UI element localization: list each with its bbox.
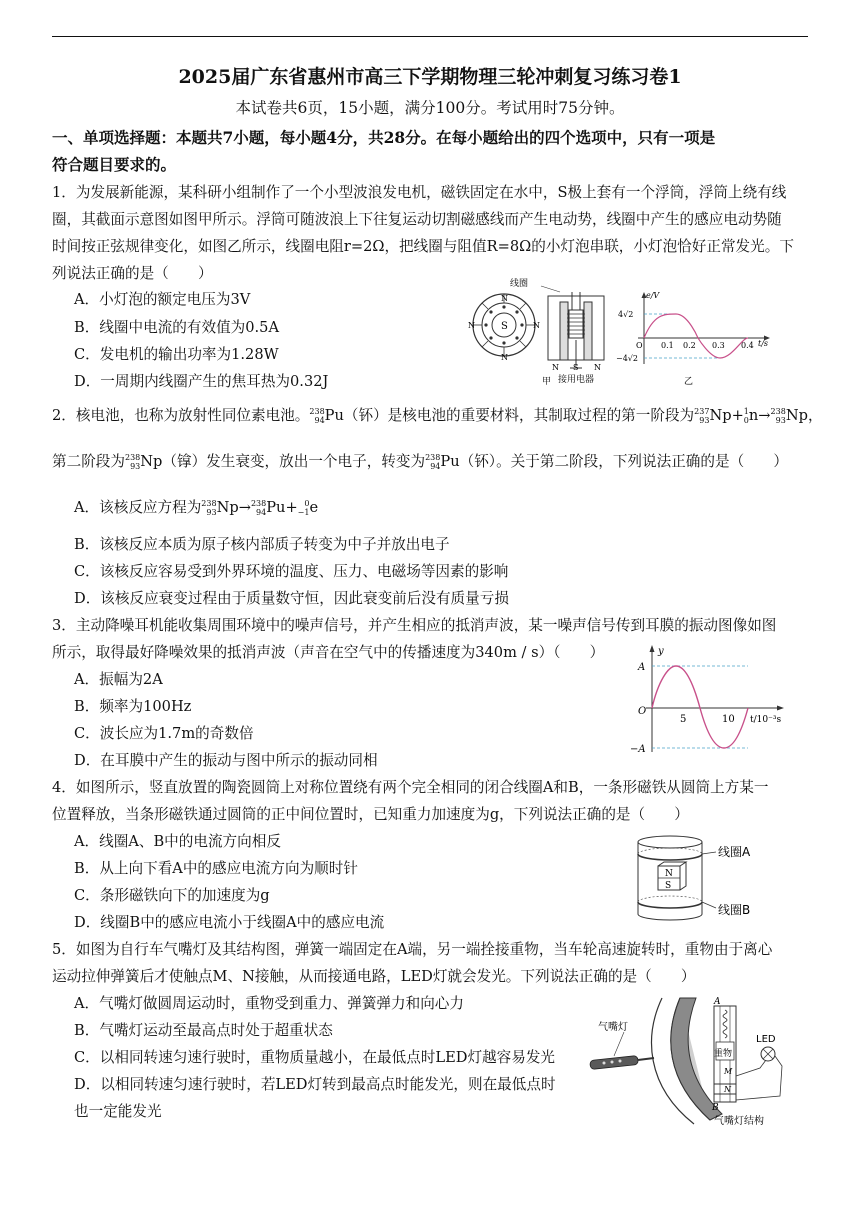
q4-coil-b-label: 线圈B <box>718 903 751 917</box>
q2-neutron <box>744 406 759 426</box>
q1-tick-0.4: 0.4 <box>741 341 754 350</box>
q1-option-b: B．线圈中电流的有效值为0.5A <box>74 319 280 336</box>
q5-structure-label: 气嘴灯结构 <box>714 1116 764 1127</box>
q2-np-238-93 <box>771 406 808 426</box>
arrow-icon: → <box>238 499 251 516</box>
section-heading-line2: 符合题目要求的。 <box>52 155 177 174</box>
q3-tick-10: 10 <box>722 714 735 725</box>
q4-stem-line2: 位置释放，当条形磁铁通过圆筒的正中间位置时，已知重力加速度为g，下列说法正确的是（ ） <box>52 806 689 823</box>
q2-line2-mid: （镎）发生衰变，放出一个电子，转变为 <box>162 453 426 470</box>
q3-negamp-label: −A <box>630 744 646 755</box>
q1-coil-label: 线圈 <box>510 279 529 289</box>
q1-axis-e-label: e/V <box>646 291 660 300</box>
q2-np-237-93 <box>694 406 731 426</box>
q2-opta-pu <box>251 498 286 518</box>
page-title: 2025届广东省惠州市高三下学期物理三轮冲刺复习练习卷1 <box>178 66 682 88</box>
q5-option-d: D．以相同转速匀速行驶时，若LED灯转到最高点时能发光，则在最低点时 <box>74 1076 556 1093</box>
q4-magnet-n: N <box>665 869 673 879</box>
q1-emf-graph <box>638 292 770 364</box>
mass-number: 238 <box>309 407 325 416</box>
atomic-number: 94 <box>430 462 441 471</box>
q2-option-d: D．该核反应衰变过程由于质量数守恒，因此衰变前后没有质量亏损 <box>74 590 509 607</box>
q2-opta-np <box>201 498 238 518</box>
q5-valve-light-label: 气嘴灯 <box>598 1022 628 1033</box>
q5-led-label: LED <box>756 1034 776 1045</box>
q5-n-label: N <box>724 1085 731 1094</box>
q5-m-label: M <box>724 1067 733 1076</box>
q3-figure <box>628 642 798 758</box>
comma: ， <box>807 407 823 424</box>
q4-figure <box>632 832 802 928</box>
mass-number: 1 <box>743 407 749 416</box>
q2-line1-mid: （钚）是核电池的重要材料，其制取过程的第一阶段为 <box>343 407 695 424</box>
q1-option-a: A．小灯泡的额定电压为3V <box>74 291 251 308</box>
atomic-number: 93 <box>699 416 710 425</box>
q1-coil-side-view <box>541 286 604 368</box>
atomic-number: 93 <box>775 416 786 425</box>
q2-line2-post: （钚）。关于第二阶段，下列说法正确的是（ ） <box>459 453 788 470</box>
q5-option-c: C．以相同转速匀速行驶时，重物质量越小，在最低点时LED灯越容易发光 <box>74 1049 556 1066</box>
q4-magnet-s: S <box>665 881 672 891</box>
q5-a-label: A <box>714 997 721 1007</box>
q3-option-d: D．在耳膜中产生的振动与图中所示的振动同相 <box>74 752 378 769</box>
q2-pu-238-94 <box>309 406 344 426</box>
q3-option-c: C．波长应为1.7m的奇数倍 <box>74 725 254 742</box>
q2-opta-electron <box>298 498 318 518</box>
plus-sign: + <box>731 407 744 424</box>
plus-sign: + <box>285 499 298 516</box>
q2-line2-pre: 第二阶段为 <box>52 453 125 470</box>
q4-option-c: C．条形磁铁向下的加速度为g <box>74 887 270 904</box>
q2-option-a-text: A．该核反应方程为 <box>74 499 202 516</box>
q1-tick-0.3: 0.3 <box>712 341 725 350</box>
arrow-icon: → <box>758 407 771 424</box>
q4-coil-a-label: 线圈A <box>718 845 751 859</box>
q1-coil-s-label: S <box>573 363 579 372</box>
atomic-number: 94 <box>256 508 267 517</box>
mass-number: 237 <box>694 407 710 416</box>
symbol: n <box>748 407 759 424</box>
atomic-number: −1 <box>297 508 310 517</box>
q1-coil-n-right: N <box>594 363 601 372</box>
q5-stem-line2: 运动拉伸弹簧后才使触点M、N接触，从而接通电路，LED灯就会发光。下列说法正确的是（ ） <box>52 968 696 985</box>
symbol: Pu <box>440 453 460 470</box>
atomic-number: 93 <box>130 462 141 471</box>
mass-number: 238 <box>425 453 441 462</box>
q1-magnet-s-label: S <box>501 321 508 332</box>
q1-tick-0.2: 0.2 <box>683 341 696 350</box>
symbol: Np <box>140 453 163 470</box>
mass-number: 238 <box>250 499 267 508</box>
q2-np-238-93-b <box>125 452 162 472</box>
q1-stem-line4: 列说法正确的是（ ） <box>52 265 213 282</box>
symbol: Pu <box>266 499 286 516</box>
q1-jia-label: 甲 <box>542 377 552 387</box>
q1-magnet-n-left: N <box>468 321 475 330</box>
atomic-number: 93 <box>206 508 217 517</box>
q5-option-b: B．气嘴灯运动至最高点时处于超重状态 <box>74 1022 333 1039</box>
mass-number: 238 <box>124 453 141 462</box>
page-subtitle: 本试卷共6页，15小题，满分100分。考试用时75分钟。 <box>235 99 625 117</box>
q5-stem-line1: 5．如图为自行车气嘴灯及其结构图，弹簧一端固定在A端，另一端拴接重物，当车轮高速旋转时，重物由于离心 <box>52 941 773 958</box>
mass-number: 0 <box>304 499 310 508</box>
q1-axis-t-label: t/s <box>758 339 769 348</box>
q5-option-a: A．气嘴灯做圆周运动时，重物受到重力、弹簧弹力和向心力 <box>74 995 464 1012</box>
top-rule <box>52 36 808 37</box>
q1-stem-line2: 圈，其截面示意图如图甲所示。浮筒可随波浪上下往复运动切割磁感线而产生电动势，线圈中产生的感应电动势随 <box>52 211 782 228</box>
q1-tick-0.1: 0.1 <box>661 341 674 350</box>
q5-b-label: B <box>712 1103 719 1113</box>
q5-figure <box>584 996 790 1128</box>
q2-stem-line2 <box>52 452 788 472</box>
q4-option-d: D．线圈B中的感应电流小于线圈A中的感应电流 <box>74 914 385 931</box>
symbol: e <box>309 499 319 516</box>
q3-option-a: A．振幅为2A <box>74 671 163 688</box>
symbol: Np <box>785 407 808 424</box>
q3-y-axis-label: y <box>658 646 664 657</box>
q2-option-c: C．该核反应容易受到外界环境的温度、压力、电磁场等因素的影响 <box>74 563 509 580</box>
q2-stem-line1 <box>52 406 823 426</box>
q3-stem-line2: 所示，取得最好降噪效果的抵消声波（声音在空气中的传播速度为340m / s）（ ） <box>52 644 605 661</box>
symbol: Np <box>216 499 239 516</box>
mass-number: 238 <box>770 407 786 416</box>
q4-option-b: B．从上向下看A中的感应电流方向为顺时针 <box>74 860 358 877</box>
q3-option-b: B．频率为100Hz <box>74 698 192 715</box>
q2-pu-238-94-b <box>425 452 460 472</box>
q1-origin-label: O <box>636 341 643 350</box>
q1-device-label: 接用电器 <box>558 375 595 385</box>
q1-stem-line3: 时间按正弦规律变化，如图乙所示，线圈电阻r=2Ω，把线圈与阻值R=8Ω的小灯泡串联，小灯泡恰好正常发光。下 <box>52 238 794 255</box>
q1-stem-line1: 1．为发展新能源，某科研小组制作了一个小型波浪发电机，磁铁固定在水中，S极上套有一个浮筒，浮筒上绕有线 <box>52 184 787 201</box>
q2-option-b: B．该核反应本质为原子核内部质子转变为中子并放出电子 <box>74 536 450 553</box>
q1-yi-label: 乙 <box>684 377 694 387</box>
q1-magnet-n-bottom: N <box>501 353 508 362</box>
atomic-number: 94 <box>314 416 325 425</box>
symbol: Pu <box>324 407 344 424</box>
symbol: Np <box>709 407 732 424</box>
q1-option-d: D．一周期内线圈产生的焦耳热为0.32J <box>74 373 329 390</box>
q1-magnet-n-right: N <box>533 321 540 330</box>
q1-ymin-label: −4√2 <box>616 354 638 363</box>
q1-magnet-n-top: N <box>501 294 508 303</box>
q2-line1-pre: 2．核电池，也称为放射性同位素电池。 <box>52 407 310 424</box>
q2-option-a <box>74 498 318 518</box>
q3-amp-label: A <box>638 662 646 673</box>
section-heading-line1: 一、单项选择题：本题共7小题，每小题4分，共28分。在每小题给出的四个选项中，只有一项是 <box>52 128 716 147</box>
q1-option-c: C．发电机的输出功率为1.28W <box>74 346 279 363</box>
q1-ymax-label: 4√2 <box>618 310 634 319</box>
q1-figure <box>466 279 776 392</box>
q3-origin-label: O <box>638 706 647 717</box>
mass-number: 238 <box>201 499 217 508</box>
q3-t-axis-label: t/10⁻³s <box>750 715 782 725</box>
q3-tick-5: 5 <box>680 714 687 725</box>
q5-weight-label: 重物 <box>714 1049 733 1059</box>
q1-coil-n-left: N <box>552 363 559 372</box>
q3-stem-line1: 3．主动降噪耳机能收集周围环境中的噪声信号，并产生相应的抵消声波，某一噪声信号传到耳膜的振动图像如图 <box>52 617 777 634</box>
q4-option-a: A．线圈A、B中的电流方向相反 <box>74 833 281 850</box>
q5-option-d-cont: 也一定能发光 <box>74 1103 162 1120</box>
q4-stem-line1: 4．如图所示，竖直放置的陶瓷圆筒上对称位置绕有两个完全相同的闭合线圈A和B，一条形磁铁从圆筒上方某一 <box>52 779 769 796</box>
atomic-number: 0 <box>743 416 749 425</box>
